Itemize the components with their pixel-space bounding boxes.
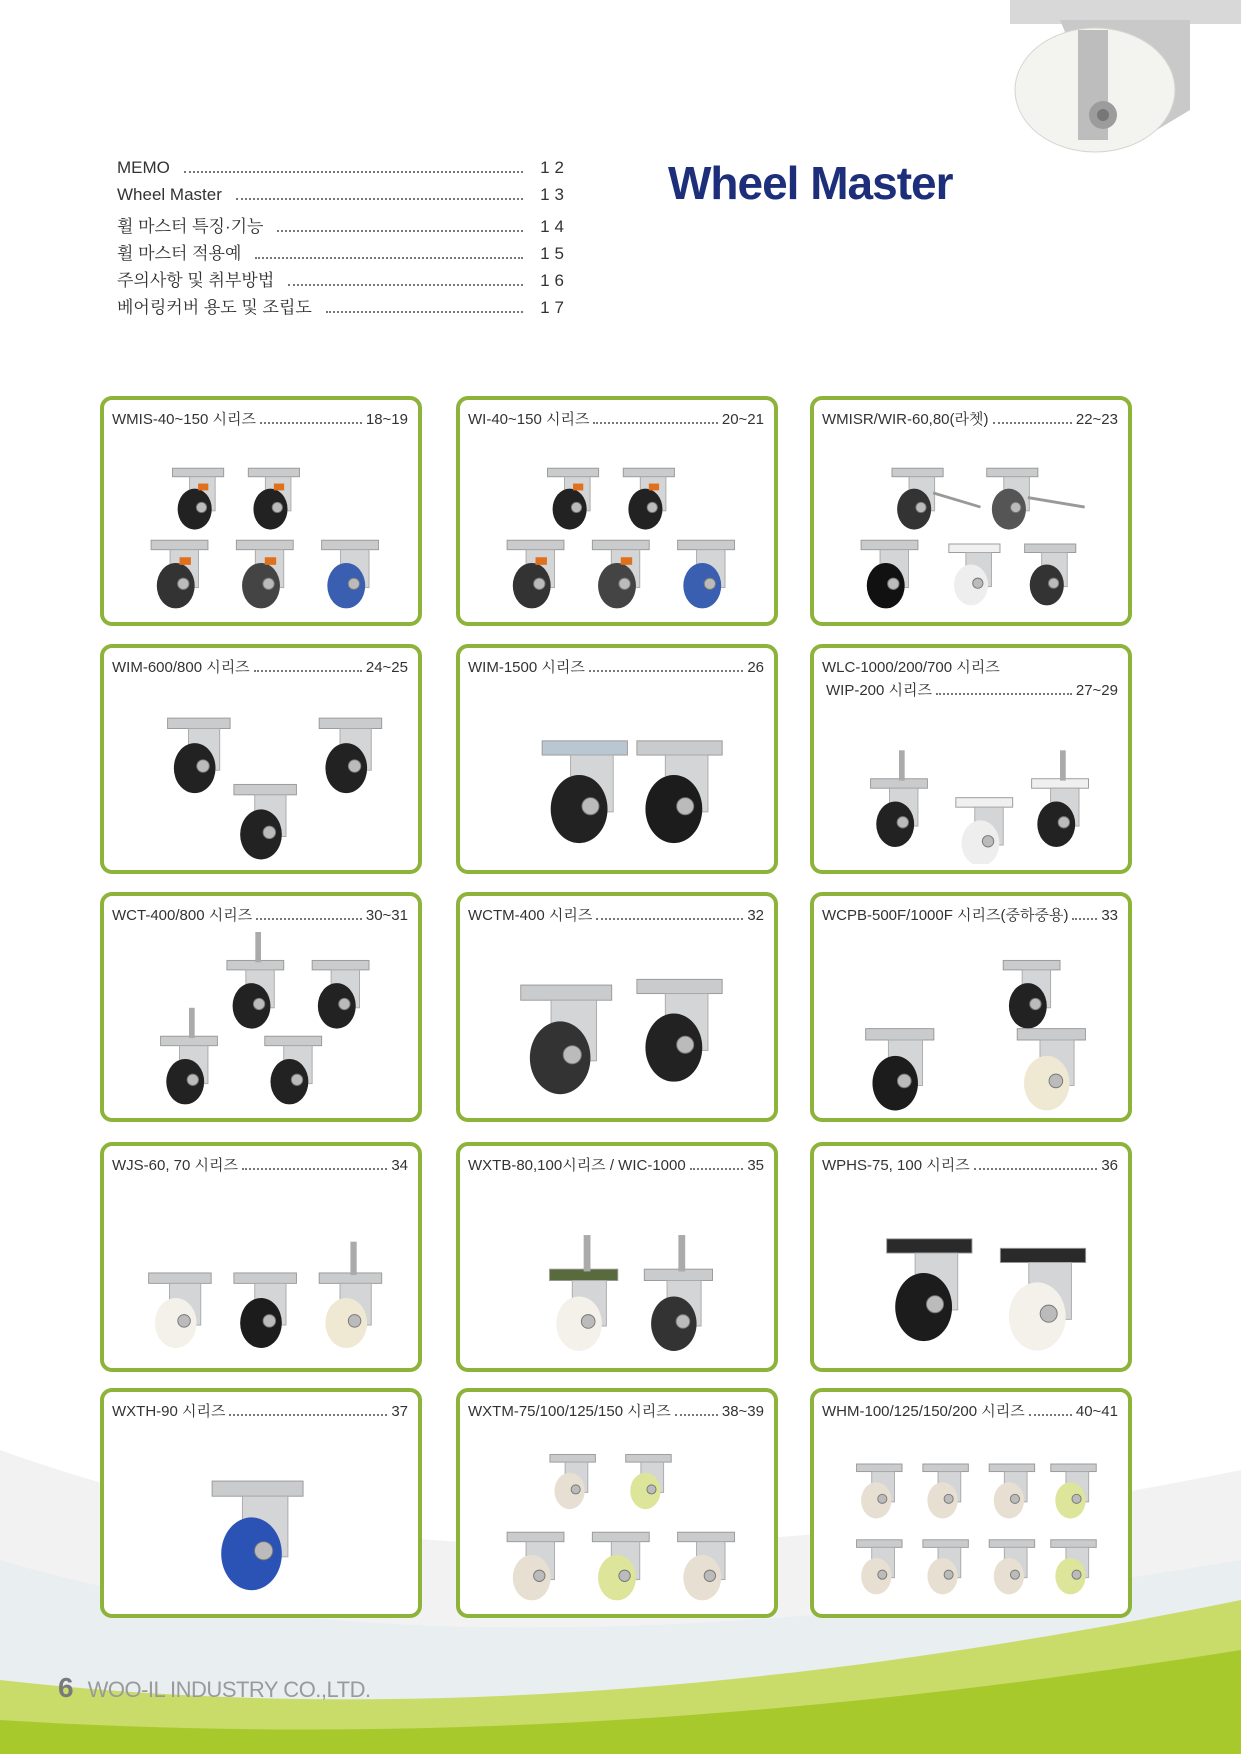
product-pages: 32 — [747, 907, 764, 924]
product-title: WLC-1000/200/700 시리즈 — [822, 659, 1000, 676]
leader-dots — [242, 1168, 387, 1170]
product-title: WHM-100/125/150/200 시리즈 — [822, 1403, 1025, 1420]
toc-page: 17 — [540, 298, 569, 317]
product-image — [820, 1428, 1122, 1608]
product-title: WXTB-80,100시리즈 / WIC-1000 — [468, 1157, 686, 1174]
leader-dots — [254, 670, 362, 672]
product-pages: 36 — [1101, 1157, 1118, 1174]
product-header — [822, 1400, 1118, 1421]
product-image — [110, 436, 412, 616]
product-title: WCT-400/800 시리즈 — [112, 907, 253, 924]
product-header — [468, 1400, 764, 1421]
toc-leader — [288, 283, 523, 286]
product-title: WIM-600/800 시리즈 — [112, 659, 250, 676]
company-name: WOO-IL INDUSTRY CO.,LTD. — [87, 1677, 371, 1702]
product-card[interactable] — [100, 892, 422, 1122]
toc-row[interactable] — [117, 212, 569, 239]
product-card[interactable] — [100, 1388, 422, 1618]
page-number: 6 — [58, 1672, 74, 1703]
product-card[interactable] — [810, 892, 1132, 1122]
leader-dots — [675, 1414, 718, 1416]
product-header — [468, 1154, 764, 1175]
toc-leader — [184, 170, 523, 173]
product-image — [110, 932, 412, 1112]
footer — [58, 1672, 371, 1704]
product-title: WI-40~150 시리즈 — [468, 411, 590, 428]
product-title: WIM-1500 시리즈 — [468, 659, 585, 676]
toc-label: MEMO — [117, 158, 170, 177]
product-image — [110, 1428, 412, 1608]
product-card[interactable] — [810, 644, 1132, 874]
toc-leader — [326, 310, 523, 313]
leader-dots — [593, 422, 717, 424]
leader-dots — [596, 918, 743, 920]
product-header — [112, 656, 408, 677]
product-header — [112, 904, 408, 925]
product-pages: 27~29 — [1075, 682, 1118, 699]
table-of-contents — [117, 158, 569, 320]
leader-dots — [589, 670, 743, 672]
toc-label: 휠 마스터 적용예 — [117, 244, 242, 263]
product-title: WJS-60, 70 시리즈 — [112, 1157, 238, 1174]
product-title: WXTM-75/100/125/150 시리즈 — [468, 1403, 671, 1420]
product-image — [820, 684, 1122, 864]
product-image — [110, 684, 412, 864]
leader-dots — [1029, 1414, 1072, 1416]
brand-title: Wheel Master — [668, 157, 953, 209]
product-subtitle: WIP-200 시리즈 — [826, 682, 932, 699]
product-image — [466, 1428, 768, 1608]
product-title: WPHS-75, 100 시리즈 — [822, 1157, 970, 1174]
leader-dots — [256, 918, 362, 920]
product-card[interactable] — [456, 1388, 778, 1618]
toc-page: 13 — [540, 185, 569, 204]
leader-dots — [974, 1168, 1098, 1170]
toc-leader — [277, 229, 523, 232]
product-pages: 18~19 — [365, 411, 408, 428]
toc-row[interactable] — [117, 158, 569, 185]
leader-dots — [1072, 918, 1097, 920]
toc-page: 12 — [540, 158, 569, 177]
product-card[interactable] — [100, 644, 422, 874]
leader-dots — [993, 422, 1072, 424]
product-header — [822, 1154, 1118, 1175]
product-image — [820, 1182, 1122, 1362]
product-card[interactable] — [810, 396, 1132, 626]
product-title: WXTH-90 시리즈 — [112, 1403, 226, 1420]
toc-row[interactable] — [117, 293, 569, 320]
product-pages: 38~39 — [721, 1403, 764, 1420]
product-title: WMIS-40~150 시리즈 — [112, 411, 256, 428]
product-card[interactable] — [810, 1142, 1132, 1372]
product-pages: 20~21 — [721, 411, 764, 428]
product-pages: 35 — [747, 1157, 764, 1174]
product-card[interactable] — [456, 396, 778, 626]
product-card[interactable] — [456, 892, 778, 1122]
product-image — [466, 932, 768, 1112]
product-image — [820, 932, 1122, 1112]
product-image — [820, 436, 1122, 616]
product-header — [468, 904, 764, 925]
product-image — [466, 1182, 768, 1362]
product-pages: 26 — [747, 659, 764, 676]
toc-label: 휠 마스터 특징·기능 — [117, 217, 264, 236]
product-header — [112, 1154, 408, 1175]
leader-dots — [690, 1168, 744, 1170]
toc-page: 14 — [540, 217, 569, 236]
product-card[interactable] — [456, 644, 778, 874]
product-header — [822, 408, 1118, 429]
product-pages: 22~23 — [1075, 411, 1118, 428]
product-pages: 40~41 — [1075, 1403, 1118, 1420]
corner-caster-image — [990, 0, 1241, 160]
product-header — [112, 408, 408, 429]
leader-dots — [260, 422, 362, 424]
product-image — [466, 684, 768, 864]
toc-row[interactable] — [117, 266, 569, 293]
toc-row[interactable] — [117, 239, 569, 266]
product-title: WMISR/WIR-60,80(라쳇) — [822, 411, 989, 428]
toc-row[interactable] — [117, 185, 569, 212]
product-image — [110, 1182, 412, 1362]
leader-dots — [229, 1414, 387, 1416]
toc-label: 베어링커버 용도 및 조립도 — [117, 298, 312, 317]
product-header — [822, 904, 1118, 925]
product-pages: 30~31 — [365, 907, 408, 924]
product-pages: 24~25 — [365, 659, 408, 676]
product-title: WCPB-500F/1000F 시리즈(중하중용) — [822, 907, 1069, 924]
toc-page: 15 — [540, 244, 569, 263]
product-header — [468, 656, 764, 677]
product-card[interactable] — [100, 1142, 422, 1372]
product-header — [468, 408, 764, 429]
toc-label: Wheel Master — [117, 185, 222, 204]
product-pages: 33 — [1101, 907, 1118, 924]
product-card[interactable] — [810, 1388, 1132, 1618]
toc-leader — [255, 256, 523, 259]
product-image — [466, 436, 768, 616]
product-pages: 34 — [391, 1157, 408, 1174]
product-header — [112, 1400, 408, 1421]
product-card[interactable] — [456, 1142, 778, 1372]
toc-leader — [236, 197, 523, 200]
toc-label: 주의사항 및 취부방법 — [117, 271, 275, 290]
product-title: WCTM-400 시리즈 — [468, 907, 593, 924]
product-card[interactable] — [100, 396, 422, 626]
product-pages: 37 — [391, 1403, 408, 1420]
toc-page: 16 — [540, 271, 569, 290]
